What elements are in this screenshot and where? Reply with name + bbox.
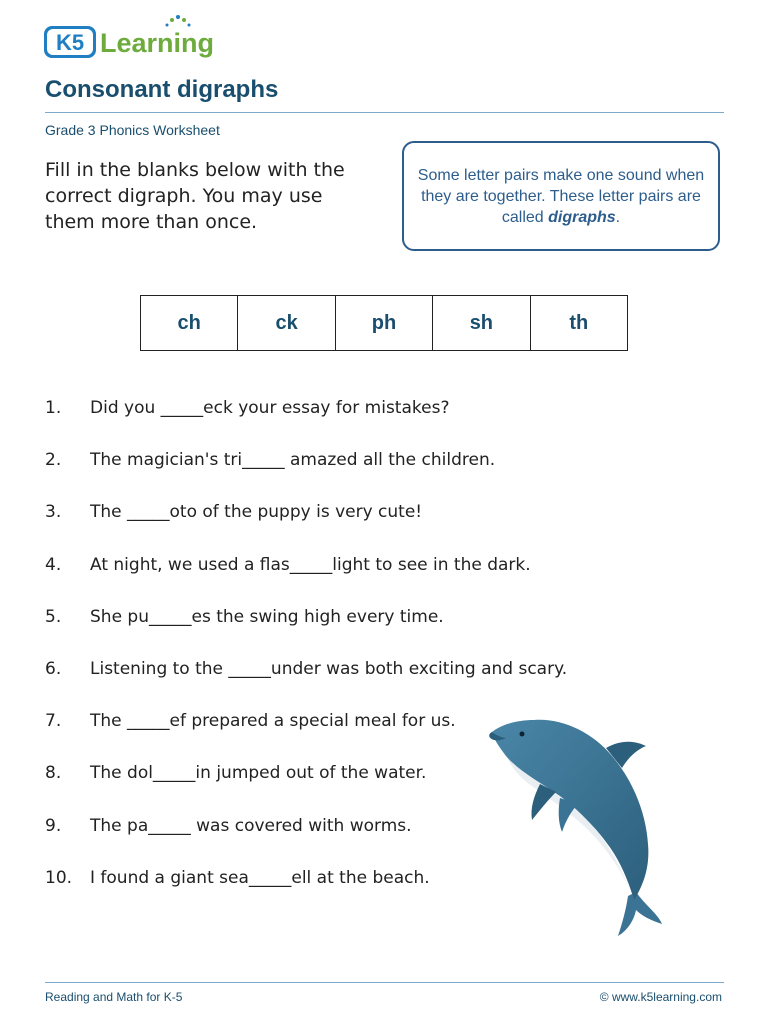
question-number: 10. [45, 867, 73, 888]
question-text: The _____ef prepared a special meal for us. [90, 711, 456, 732]
question-text: Did you _____eck your essay for mistakes? [90, 398, 450, 418]
question-item [45, 502, 605, 554]
logo-wordmark: Learning [100, 28, 215, 58]
page-title: Consonant digraphs [45, 76, 279, 103]
question-item [45, 607, 605, 659]
question-number: 6. [45, 658, 62, 679]
question-number: 3. [45, 502, 62, 523]
question-number: 2. [45, 450, 62, 471]
question-item [45, 555, 605, 607]
question-text: At night, we used a flas_____light to see in the dark. [90, 554, 531, 575]
k5-learning-logo [44, 14, 219, 62]
question-text: The pa_____ was covered with worms. [90, 815, 412, 836]
digraph-cell: ck [238, 296, 335, 351]
definition-callout [402, 141, 720, 251]
sparkle-icon [166, 15, 191, 27]
question-text: The magician's tri_____ amazed all the children. [90, 450, 496, 471]
question-number: 5. [45, 606, 62, 627]
dolphin-illustration [488, 710, 668, 942]
footer-tagline: Reading and Math for K-5 [45, 990, 183, 1004]
digraph-cell: th [530, 296, 627, 351]
digraph-cell: ph [335, 296, 432, 351]
question-text: Listening to the _____under was both exciting and scary. [90, 658, 568, 679]
question-item [45, 398, 605, 450]
digraph-cell: sh [433, 296, 530, 351]
instructions-text: Fill in the blanks below with the correct digraph. You may use them more than once. [45, 159, 345, 233]
question-text: She pu_____es the swing high every time. [90, 606, 444, 627]
header-divider [45, 112, 724, 113]
question-text: The _____oto of the puppy is very cute! [90, 502, 423, 523]
digraphs-term: digraphs [548, 208, 616, 226]
definition-text: Some letter pairs make one sound when they are together. These letter pairs are called digraphs. [417, 166, 705, 226]
question-number: 9. [45, 815, 62, 836]
question-item [45, 659, 605, 711]
question-number: 8. [45, 763, 62, 784]
question-text: The dol_____in jumped out of the water. [90, 763, 427, 784]
digraph-cell: ch [141, 296, 238, 351]
digraph-word-bank [140, 295, 628, 351]
footer-website-link[interactable]: © www.k5learning.com [599, 990, 722, 1004]
question-text: I found a giant sea_____ell at the beach. [90, 867, 430, 888]
question-item [45, 450, 605, 502]
page-subtitle: Grade 3 Phonics Worksheet [45, 122, 220, 138]
question-number: 7. [45, 711, 62, 732]
footer-divider [45, 982, 724, 983]
question-number: 1. [45, 398, 62, 418]
logo-mark: K5 [55, 30, 85, 55]
question-number: 4. [45, 554, 62, 575]
